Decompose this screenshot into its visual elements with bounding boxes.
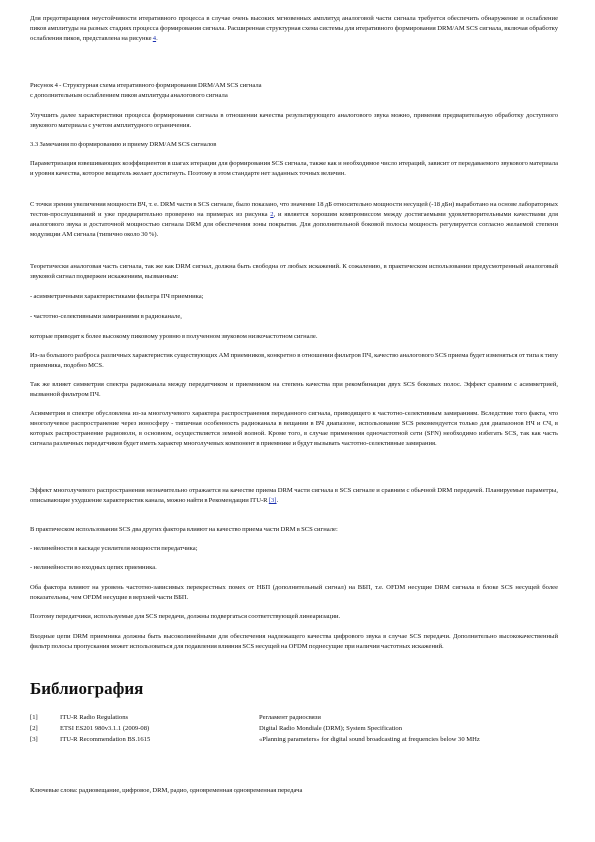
figure-caption-line-1: Рисунок 4 - Структурная схема итеративного формирования DRM/AM SCS сигнала (30, 82, 262, 89)
bibliography-number: [2] (30, 725, 38, 732)
bibliography-reference: ITU-R Recommendation BS.1615 (60, 736, 151, 743)
bibliography-item (30, 723, 570, 734)
list-item-fading: - частотно-селективными замираниями в радиоканале, (30, 313, 182, 320)
paragraph-linearization: Поэтому передатчики, используемые для SCS передачи, должны подвергаться соответствующей линеаризации. (30, 613, 341, 620)
paragraph-peak-level: которые приводят к более высокому пиковому уровню в полученном звуковом низкочастотном сигнале. (30, 333, 318, 340)
bibliography-number: [1] (30, 714, 38, 721)
bibliography-heading: Библиография (30, 679, 144, 698)
list-item-receiver-nonlinearity: - нелинейности во входных цепях приемника. (30, 564, 157, 571)
bibliography-item (30, 734, 570, 745)
list-item-if-filter: - асимметричными характеристиками фильтра ПЧ приемника; (30, 293, 204, 300)
reference-3-link[interactable]: [3] (268, 497, 277, 504)
paragraph-rf-power: С точки зрения увеличения мощности ВЧ, т. е. DRM части в SCS сигнале, было показано, что значение 18 дБ относительно мощности несущей (-18 дБн) выработано на основе лабораторных тестов-прослушиваний и уже предварительно проверено на примерах из рисунка 2, и является хорошим компромиссом между достигаемыми удовлетворительными качествами для аналогового звука и достаточной мощностью сигнала DRM для обеспечения зоны покрытия. Для дополнительной боковой полосы мощность регулируется согласно желаемой степени модуляции AM сигнала (типично около 30 %). (30, 201, 558, 238)
list-item-amplifier-nonlinearity: - нелинейности в каскаде усилителя мощности передатчика; (30, 545, 198, 552)
paragraph-asymmetry: Асимметрия в спектре обусловлена из-за многолучевого характера распространения переданного сигнала, приводящего к частотно-селективным замираниям. Вследствие того факта, что многолучевое распространение через ионосферу - типичная особенность радиоканала в вещании в ВЧ диапазоне, использование SCS рекомендуется только для диапазонов НЧ и СЧ, в которых распространение радиоволн, в основном, осуществляется земной волной. Кроме того, в случае применения одночастотной сети (SFN) необходимо избегать SCS, так как часть сигнала различных передатчиков будет иметь характер многолучевых компонент в приемнике и будут вызывать частотно-селективные замирания. (30, 410, 558, 447)
bibliography-reference: ETSI ES201 980v3.1.1 (2009-08) (60, 725, 150, 732)
figure-4-link[interactable]: 4 (152, 35, 157, 42)
paragraph-peak-detection: Для предотвращения неустойчивости итеративного процесса в случае очень высоких мгновенных амплитуд аналоговой части сигнала требуется обеспечить обнаружение и ослабление пиков амплитуды на разных стадиях процесса формирования сигнала. Расширенная структурная схема системы для итеративного формирования DRM/AM SCS сигнала, включая обработку ослабления пиков, представлена на рисунке 4. (30, 15, 558, 42)
paragraph-multipath: Эффект многолучевого распространения незначительно отражается на качестве приема DRM части сигнала в SCS сигнале и сравним с обычной DRM передачей. Планируемые параметры, описывающие ухудшение характеристик канала, можно найти в Рекомендации ITU-R [3]. (30, 487, 558, 504)
paragraph-preprocessing: Улучшить далее характеристики процесса формирования сигнала в отношении качества результирующего аналогового звука можно, применяя предварительную обработку доступного звукового материала с учетом амплитудного ограничения. (30, 112, 558, 129)
figure-2-link[interactable]: 2 (270, 211, 274, 218)
paragraph-distortions: Теоретически аналоговая часть сигнала, так же как DRM сигнал, должна быть свободна от любых искажений. К сожалению, в практическом использовании предусмотренный аналоговый звуковой сигнал подвержен искажениям, вызванным: (30, 263, 558, 280)
figure-caption-line-2: с дополнительным ослаблением пиков амплитуды аналогового сигнала (30, 92, 228, 99)
bibliography-title: «Planning parameters» for digital sound broadcasting at frequencies below 30 MHz (259, 736, 480, 743)
paragraph-receiver-input: Входные цепи DRM приемника должны быть высоколинейными для обеспечения надлежащего качества цифрового звука в случае SCS передачи. Дополнительно высококачественный фильтр полосы пропускания может использоваться для подавления влияния SCS несущей на OFDM поднесущие при наличии частотных искажений. (30, 633, 558, 650)
bibliography-title: Регламент радиосвязи (259, 714, 321, 721)
paragraph-channel-symmetry: Так же влияет симметрия спектра радиоканала между передатчиком и приемником на степень качества при рекомбинации двух SCS боковых полос. Эффект сравним с асимметрией, вызванной фильтром ПЧ. (30, 381, 558, 398)
bibliography-title: Digital Radio Mondiale (DRM); System Specification (259, 725, 403, 732)
keywords: Ключевые слова: радиовещание, цифровое, DRM, радио, одновременная одновременная передача (30, 787, 303, 794)
figure-caption (30, 81, 558, 101)
paragraph-two-factors: В практическом использовании SCS два других фактора влияют на качество приема части DRM в SCS сигнале: (30, 526, 338, 533)
bibliography-item (30, 712, 570, 723)
paragraph-receiver-spread: Из-за большого разброса различных характеристик существующих AM приемников, конкретно в отношении фильтров ПЧ, качество аналогового SCS приема будет изменяться от типа к типу приемника, подобно MCS. (30, 352, 558, 369)
bibliography-number: [3] (30, 736, 38, 743)
section-heading-3-3: 3.3 Замечания по формированию и приему DRM/AM SCS сигналов (30, 141, 217, 148)
paragraph-crosstalk: Оба фактора влияют на уровень частотно-зависимых перекрестных помех от НБП (дополнительный сигнал) на ВБП, т.е. OFDM несущие DRM сигнала в блоке SCS несущей более показательны, чем OFDM несущие в верхней части ВБП. (30, 584, 558, 601)
bibliography-list (30, 712, 570, 745)
paragraph-parametrization: Параметризация взвешивающих коэффициентов в шагах итерации для формирования SCS сигнала, также как и необходимое число итераций, зависит от передаваемого звукового материала и уровня качества, которое вещатель желает достигнуть. Поэтому в этом стандарте нет заданных точных величин. (30, 160, 558, 177)
bibliography-reference: ITU-R Radio Regulations (60, 714, 129, 721)
